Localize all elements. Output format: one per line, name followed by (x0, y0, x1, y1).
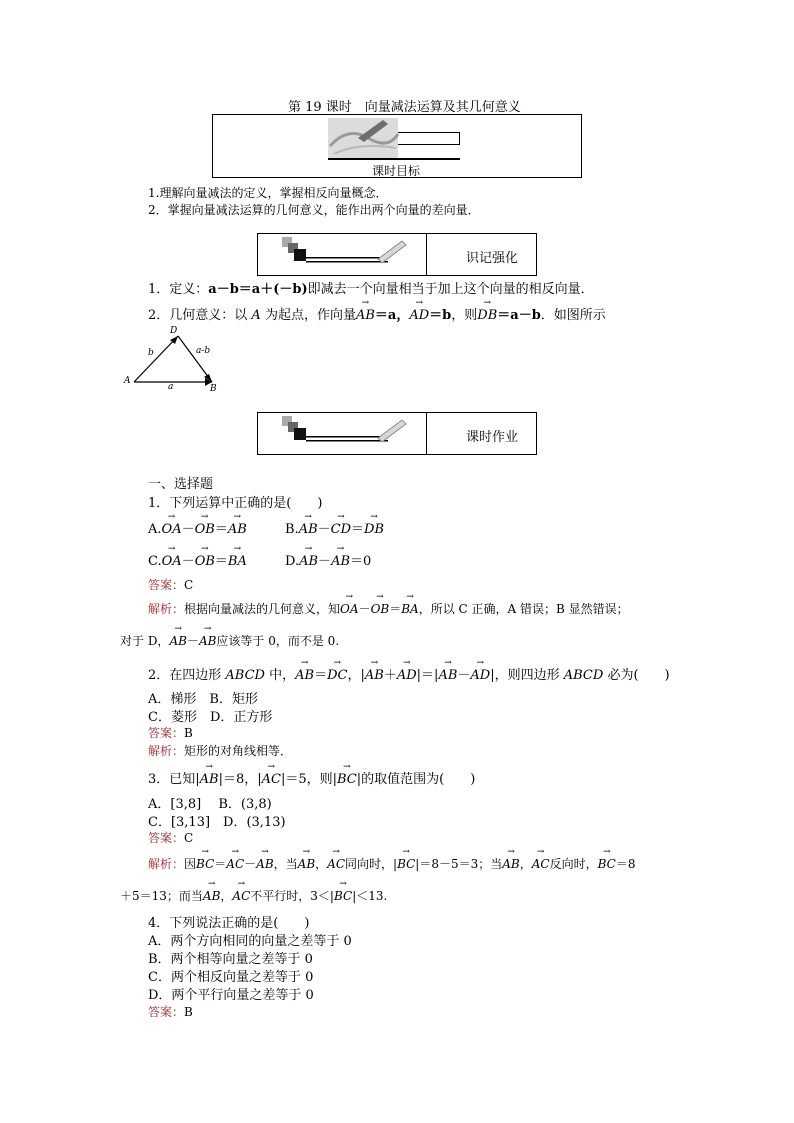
q2-options-2: C．菱形 D．正方形 (148, 710, 273, 725)
q2-options-1: A．梯形 B．矩形 (148, 692, 258, 707)
point-a: A (251, 308, 261, 323)
q3-stem: 3．已知|→ AB|＝8，|→ AC|＝5，则|→ BC|的取值范围为( ) (148, 768, 475, 787)
label-a-vec: a (168, 382, 174, 392)
section-recall-label: 识记强化 (466, 251, 519, 266)
edge-db (178, 336, 212, 382)
q3-options-1: A．[3,8] B．(3,8) (148, 797, 272, 812)
label-d: D (170, 326, 178, 336)
triangle-figure (120, 326, 230, 396)
recall-item-2-b: 为起点，作向量 (264, 308, 356, 323)
q2-analysis: 解析：矩形的对角线相等． (148, 744, 293, 758)
q4-answer: 答案：B (148, 1005, 193, 1019)
edge-ad (134, 336, 178, 382)
label-amb: a-b (196, 346, 211, 356)
q3-analysis-line-2: ＋5＝13；而当→ AB，→ AC不平行时，3＜|→ BC|＜13. (120, 887, 387, 904)
part-title: 一、选择题 (148, 477, 214, 492)
q1-answer: 答案：C (148, 578, 194, 592)
q1-option-b: B.→ AB－→ CD＝→ DB (285, 518, 384, 537)
recall-item-1-prefix: 1．定义： (148, 282, 209, 297)
recall-item-1 (148, 278, 594, 297)
banner-image (328, 116, 460, 162)
section-homework-icon (280, 414, 410, 450)
vector-ab: → AB (356, 308, 375, 323)
section-divider-2 (426, 412, 427, 455)
recall-item-2 (148, 304, 606, 323)
eq-amb: ＝a－b (497, 308, 541, 323)
goal-box-label: 课时目标 (372, 164, 421, 178)
q4-option-c: C．两个相反向量之差等于 0 (148, 970, 314, 985)
q1-option-a: A.→ OA－→ OB＝→ AB (148, 518, 247, 537)
section-divider (426, 233, 427, 276)
recall-item-2-d: ．如图所示 (540, 308, 606, 323)
label-b-vec: b (148, 348, 154, 358)
recall-item-1-formula: a－b＝a＋(－b) (208, 282, 308, 297)
q1-analysis-line-2: 对于 D，→ AB－→ AB应该等于 0，而不是 0. (120, 632, 339, 649)
q2-answer: 答案：B (148, 726, 193, 740)
section-homework-label: 课时作业 (466, 430, 519, 445)
q4-option-d: D．两个平行向量之差等于 0 (148, 988, 314, 1003)
q3-options-2: C．[3,13] D．(3,13) (148, 815, 286, 830)
q4-option-b: B．两个相等向量之差等于 0 (148, 952, 313, 967)
label-a-pt: A (124, 376, 131, 386)
q2-stem: 2．在四边形 ABCD 中，→ AB＝→ DC，|→ AB＋→ AD|＝|→ AB－→ AD|，则四边形 ABCD 必为( ) (148, 664, 670, 683)
eq-a: ＝a， (374, 308, 410, 323)
vector-ad: → AD (409, 308, 429, 323)
recall-item-2-a: 2．几何意义：以 (148, 308, 248, 323)
page-title: 第 19 课时 向量减法运算及其几何意义 (288, 100, 521, 115)
q1-stem: 1．下列运算中正确的是( ) (148, 496, 323, 511)
eq-b: ＝b (429, 308, 452, 323)
q3-analysis: 解析：因→ BC＝→ AC－→ AB，当→ AB，→ AC同向时，|→ BC|＝8－5＝3；当→ AB，→ AC反向时，→ BC＝8 (148, 855, 636, 872)
recall-item-1-suffix: 即减去一个向量相当于加上这个向量的相反向量． (307, 282, 594, 297)
q4-option-a: A．两个方向相同的向量之差等于 0 (148, 934, 352, 949)
recall-item-2-c: ，则 (451, 308, 478, 323)
q4-stem: 4．下列说法正确的是( ) (148, 916, 310, 931)
q1-analysis: 解析：根据向量减法的几何意义，知→ OA－→ OB＝→ BA，所以 C 正确，A 错误；B 显然错误； (148, 600, 629, 617)
label-b-pt: B (210, 384, 217, 394)
goal-item-1: 1.理解向量减法的定义，掌握相反向量概念． (148, 186, 388, 200)
vector-db: → DB (477, 308, 497, 323)
q3-answer: 答案：C (148, 831, 194, 845)
q1-option-d: D.→ AB－→ AB＝0 (285, 550, 371, 569)
q1-option-c: C.→ OA－→ OB＝→ BA (148, 550, 247, 569)
section-recall-icon (280, 235, 410, 271)
goal-item-2: 2．掌握向量减法运算的几何意义，能作出两个向量的差向量． (148, 203, 480, 217)
